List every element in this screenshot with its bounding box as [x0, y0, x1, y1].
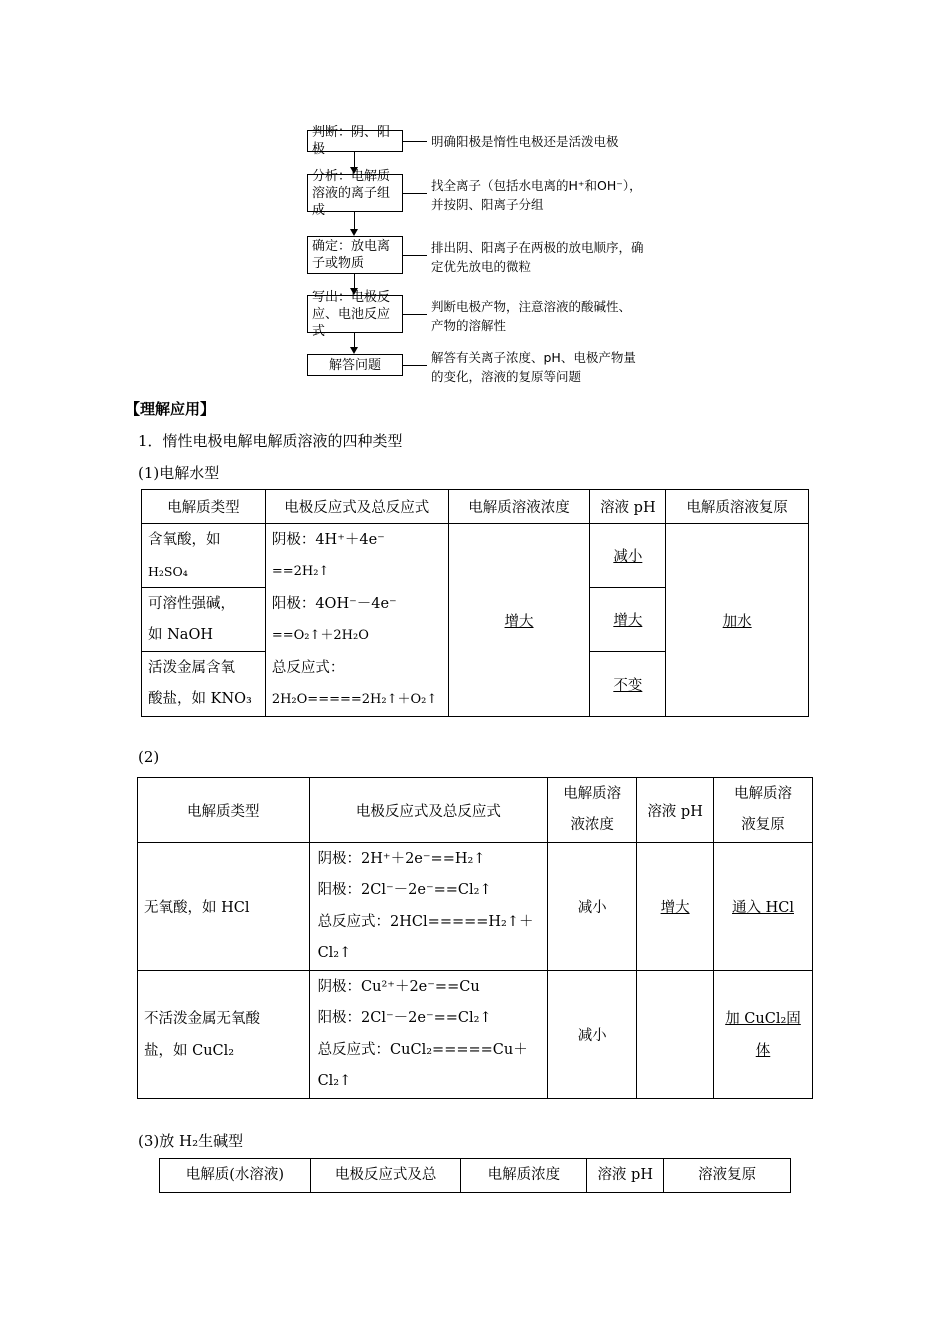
table-header: 电解质(水溶液) — [160, 1159, 311, 1193]
type-cell: 可溶性强碱， 如 NaOH — [142, 588, 266, 652]
concentration-cell: 减小 — [548, 843, 637, 971]
table-header: 溶液 pH — [637, 778, 714, 843]
flow-connector — [354, 152, 355, 167]
table-header: 电解质溶液浓度 — [548, 778, 637, 843]
subheading-release-h2: (3)放 H₂生碱型 — [138, 1132, 244, 1150]
reaction-cell: 阴极：4H⁺＋4e⁻ ==2H₂↑ 阳极：4OH⁻－4e⁻ ==O₂↑＋2H₂O 总反应式： 2H₂O=====2H₂↑＋O₂↑ — [265, 524, 448, 717]
table-header: 电极反应式及总 — [310, 1159, 461, 1193]
section-title: 【理解应用】 — [125, 400, 216, 418]
reaction-cell: 阴极：Cu²⁺＋2e⁻==Cu 阳极：2Cl⁻－2e⁻==Cl₂↑ 总反应式：CuCl₂=====Cu＋ Cl₂↑ — [309, 971, 548, 1099]
flow-connector — [354, 333, 355, 347]
table-header: 溶液 pH — [587, 1159, 664, 1193]
table-header: 电解质浓度 — [461, 1159, 587, 1193]
table-header: 溶液复原 — [664, 1159, 791, 1193]
flow-leader — [403, 141, 427, 142]
flow-leader — [403, 365, 427, 366]
flow-leader — [403, 314, 427, 315]
ph-cell: 增大 — [637, 843, 714, 971]
flow-note-2: 找全离子（包括水电离的H⁺和OH⁻）， 并按阴、阳离子分组 — [431, 178, 642, 212]
restore-cell: 加水 — [666, 524, 809, 717]
flow-arrow — [350, 229, 358, 236]
flow-arrow — [350, 288, 358, 295]
flow-note-1: 明确阳极是惰性电极还是活泼电极 — [431, 134, 619, 149]
table-header: 电解质溶液浓度 — [448, 490, 590, 524]
table-header: 电极反应式及总反应式 — [265, 490, 448, 524]
ph-cell: 减小 — [590, 524, 666, 588]
flow-leader — [403, 255, 427, 256]
table-header: 溶液 pH — [590, 490, 666, 524]
flow-connector — [354, 274, 355, 288]
table-header: 电解质类型 — [142, 490, 266, 524]
table-electrolyze-water — [141, 489, 809, 717]
flow-arrow — [350, 167, 358, 174]
flow-leader — [403, 193, 427, 194]
type-cell: 含氧酸，如 H₂SO₄ — [142, 524, 266, 588]
flow-step-2: 分析：电解质溶液的离子组成 — [307, 174, 403, 212]
type-cell: 无氧酸，如 HCl — [138, 843, 310, 971]
type-cell: 不活泼金属无氧酸 盐，如 CuCl₂ — [138, 971, 310, 1099]
restore-cell: 通入 HCl — [714, 843, 813, 971]
concentration-cell: 增大 — [448, 524, 590, 717]
table-header: 电解质溶液复原 — [714, 778, 813, 843]
ph-cell — [637, 971, 714, 1099]
subheading-electrolyze-water: (1)电解水型 — [138, 464, 220, 482]
flow-note-5: 解答有关离子浓度、pH、电极产物量 的变化，溶液的复原等问题 — [431, 350, 636, 384]
reaction-cell: 阴极：2H⁺＋2e⁻==H₂↑ 阳极：2Cl⁻－2e⁻==Cl₂↑ 总反应式：2HCl=====H₂↑＋ Cl₂↑ — [309, 843, 548, 971]
table-header: 电极反应式及总反应式 — [309, 778, 548, 843]
ph-cell: 增大 — [590, 588, 666, 652]
type-cell: 活泼金属含氧 酸盐，如 KNO₃ — [142, 652, 266, 717]
flow-step-5: 解答问题 — [307, 354, 403, 376]
table-header: 电解质溶液复原 — [666, 490, 809, 524]
concentration-cell: 减小 — [548, 971, 637, 1099]
flow-note-4: 判断电极产物，注意溶液的酸碱性、 产物的溶解性 — [431, 299, 632, 333]
table-electrolyze-solute — [137, 777, 813, 1099]
flow-arrow — [350, 347, 358, 354]
table-release-h2 — [159, 1158, 791, 1193]
flow-step-1: 判断：阴、阳极 — [307, 130, 403, 152]
ph-cell: 不变 — [590, 652, 666, 717]
flow-note-3: 排出阴、阳离子在两极的放电顺序，确 定优先放电的微粒 — [431, 240, 644, 274]
subheading-2: (2) — [138, 748, 160, 766]
table-header: 电解质类型 — [138, 778, 310, 843]
heading-four-types: 1．惰性电极电解电解质溶液的四种类型 — [138, 432, 403, 450]
restore-cell: 加 CuCl₂固 体 — [714, 971, 813, 1099]
flow-step-4: 写出：电极反应、电池反应式 — [307, 295, 403, 333]
flow-connector — [354, 212, 355, 229]
flow-step-3: 确定：放电离子或物质 — [307, 236, 403, 274]
